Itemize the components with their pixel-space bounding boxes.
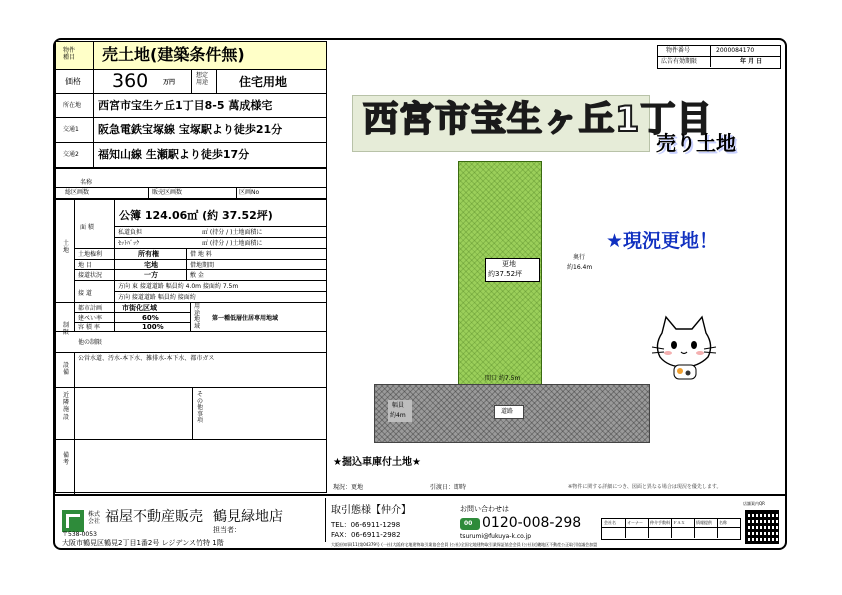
status: 一方 — [144, 271, 158, 279]
rent-label: 借 地 料 — [190, 251, 212, 258]
info-grid — [601, 518, 741, 540]
price: 360 — [112, 70, 149, 92]
disclaimer: ※物件に関する詳細につき、図面と異なる場合は現況を優先します。 — [568, 484, 722, 490]
free-dial-icon — [460, 518, 480, 530]
road-width-label: 幅員 — [392, 402, 405, 409]
property-no-label: 物件番号 — [666, 47, 691, 54]
city-plan-label: 都市計画 — [78, 305, 103, 312]
company-prefix: 株式 会社 — [88, 511, 101, 525]
road2: 方向 接道道路 幅員約 接面約 — [118, 294, 196, 301]
road1: 方向 東 接道道路 幅員約 4.0m 接面約 7.5m — [118, 283, 239, 290]
road-label: 道路 — [501, 408, 514, 415]
unit-no-label: 区画No — [239, 189, 260, 196]
area-banner-text: 西宮市宝生ヶ丘1丁目 — [363, 100, 713, 140]
bcr-label: 建ぺい率 — [78, 315, 103, 322]
land-section-label: 土地 — [63, 240, 70, 255]
grid-label-4: ＦＡＸ — [673, 520, 685, 525]
property-type-label: 物件 種目 — [63, 47, 76, 61]
grid-label-3: 仲介手数料 — [650, 520, 670, 525]
property-info-panel — [55, 41, 327, 493]
land-category: 宅地 — [144, 261, 158, 269]
rights: 所有権 — [138, 250, 159, 258]
remarks-label: 備考 — [63, 452, 70, 467]
footer — [55, 496, 785, 548]
free-dial-badge: 00 — [464, 520, 473, 527]
other-matters-label: その他事項 — [197, 391, 204, 425]
setback: ㎡ (持分 / )土地面積に — [202, 240, 263, 247]
road-width-box — [388, 400, 412, 422]
lease-term-label: 借地期間 — [190, 262, 215, 269]
handover-label: 引渡日：即時 — [430, 484, 467, 491]
email[interactable]: tsurumi@fukuya-k.co.jp — [460, 533, 532, 540]
ad-period: 年 月 日 — [740, 58, 763, 65]
transport2-label: 交通2 — [63, 151, 79, 158]
sale-label: 売り土地 — [656, 131, 736, 155]
depth-label: 奥行 — [573, 254, 586, 261]
facility-label: 設備 — [63, 362, 70, 377]
city-plan: 市街化区域 — [122, 304, 157, 312]
private-road: ㎡ (持分 / )土地面積に — [202, 229, 263, 236]
zone-label: 用途地域 — [194, 303, 201, 330]
trade-type: 取引態様【仲介】 — [331, 505, 411, 516]
lot-area: 約37.52坪 — [488, 270, 523, 278]
property-type: 売土地(建築条件無) — [102, 45, 245, 64]
ad-period-label: 広告有効期限 — [661, 58, 698, 65]
bcr: 60% — [142, 314, 159, 322]
private-road-label: 私道負担 — [118, 229, 143, 236]
postal-code: 〒538-0053 — [62, 531, 97, 538]
land-category-label: 地 目 — [78, 262, 92, 269]
contact-label: お問い合わせは — [460, 505, 509, 513]
status-banner: ★現況更地！ — [606, 230, 719, 252]
road-label: 接 道 — [78, 290, 92, 297]
area-label: 面 積 — [80, 224, 94, 231]
grid-label-1: 会社名 — [604, 520, 616, 525]
far-label: 容 積 率 — [78, 324, 100, 331]
company-logo-icon — [62, 510, 84, 532]
property-number-box — [657, 45, 781, 69]
total-units-label: 総区画数 — [65, 189, 90, 196]
garage-note: ★掘込車庫付土地★ — [333, 457, 421, 468]
price-label: 価格 — [65, 77, 81, 86]
fax: FAX：06-6911-2982 — [331, 531, 401, 539]
zone: 第一種低層住居専用地域 — [212, 315, 279, 322]
far: 100% — [142, 323, 164, 331]
use: 住宅用地 — [239, 75, 288, 89]
transport1: 阪急電鉄宝塚線 宝塚駅より徒歩21分 — [98, 123, 283, 136]
name-label: 名称 — [80, 179, 93, 186]
transport2: 福知山線 生瀬駅より徒歩17分 — [98, 148, 250, 161]
sale-units-label: 販売区画数 — [152, 189, 183, 196]
rights-label: 土地権利 — [78, 251, 103, 258]
branch-name: 鶴見緑地店 — [213, 509, 283, 525]
transport1-label: 交通1 — [63, 126, 79, 133]
grid-label-5: 情報提供 — [696, 520, 712, 525]
license: 大阪府知事(11)第04379号 (一社)大阪府宅地建物取引業協会会員 (公社)全国宅地建物取引業保証協会会員 (公社)近畿地区不動産公正取引協議会加盟 — [331, 542, 598, 547]
road-label-box — [494, 405, 524, 419]
surrounding-label: 近隣施設 — [63, 392, 70, 421]
restrict-label: 制限 — [63, 322, 70, 337]
cat-mascot-icon — [648, 315, 720, 383]
qr-code-icon[interactable] — [745, 510, 779, 544]
other-restrictions-label: 他の制限 — [78, 339, 103, 346]
location: 西宮市宝生ケ丘1丁目8-5 萬成様宅 — [98, 99, 273, 112]
facility: 公営水道、汚水-本下水、雑排水-本下水、都市ガス — [78, 355, 215, 362]
setback-label: ｾｯﾄﾊﾞｯｸ — [118, 240, 140, 247]
status-label: 接道状況 — [78, 272, 103, 279]
location-label: 所在地 — [63, 102, 82, 109]
grid-label-2: オーナー — [627, 520, 643, 525]
property-no: 2000084170 — [716, 47, 755, 54]
deposit-label: 敷 金 — [190, 272, 204, 279]
company-address: 大阪市鶴見区鶴見2丁目1番2号 レジデンス竹特 1階 — [62, 539, 224, 547]
current-label: 現況：更地 — [333, 484, 364, 491]
road-width: 約4m — [390, 412, 406, 419]
lot-label: 更地 — [502, 260, 516, 268]
price-unit: 万円 — [163, 79, 176, 86]
company-name: 福屋不動産販売 — [105, 509, 203, 525]
frontage: 間口 約7.5m — [485, 375, 521, 382]
depth-value: 約16.4m — [567, 264, 593, 271]
tel: TEL：06-6911-1298 — [331, 521, 401, 529]
free-dial[interactable]: 0120-008-298 — [482, 515, 582, 531]
lot-label-box — [485, 258, 540, 282]
area-value: 公簿 124.06㎡ (約 37.52坪) — [119, 209, 273, 222]
person-label: 担当者： — [213, 526, 241, 534]
qr-label: 店舗案内QR — [743, 501, 765, 506]
grid-label-6: 名称 — [719, 520, 727, 525]
use-label: 想定 用途 — [196, 72, 209, 86]
